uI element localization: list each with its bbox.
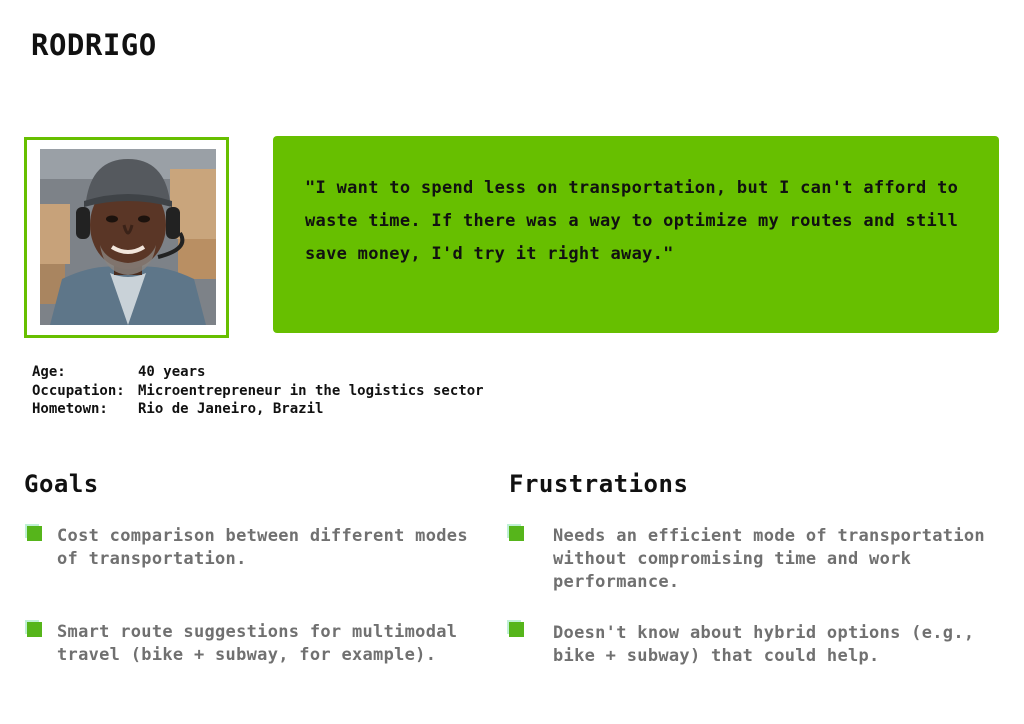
bullet-square-icon <box>24 525 42 543</box>
photo-frame <box>24 137 229 338</box>
quote-box <box>273 136 999 333</box>
age-value: 40 years <box>138 364 206 380</box>
goal-item <box>24 525 474 571</box>
persona-quote: "I want to spend less on transportation, but I can't afford to waste time. If there was a way to optimize my routes and still save money, I'd try it right away." <box>305 178 959 264</box>
goals-title: Goals <box>24 470 99 498</box>
bullet-square-icon <box>24 621 42 639</box>
occupation-label: Occupation: <box>32 382 125 399</box>
persona-photo <box>40 149 216 325</box>
goal-text: Cost comparison between different modes of transportation. <box>57 526 468 569</box>
frustration-text: Doesn't know about hybrid options (e.g., bike + subway) that could help. <box>553 623 975 666</box>
goal-item <box>24 621 474 667</box>
frustration-text: Needs an efficient mode of transportation without compromising time and work performance. <box>553 526 985 592</box>
info-row-occupation <box>32 382 484 401</box>
frustration-item <box>506 621 996 668</box>
age-label: Age: <box>32 364 66 380</box>
bullet-square-icon <box>506 525 524 543</box>
info-row-hometown <box>32 400 484 419</box>
persona-info <box>32 363 484 419</box>
occupation-value: Microentrepreneur in the logistics sector <box>138 382 484 399</box>
info-row-age <box>32 363 484 382</box>
bullet-square-icon <box>506 621 524 639</box>
goal-text: Smart route suggestions for multimodal travel (bike + subway, for example). <box>57 622 458 665</box>
persona-name: RODRIGO <box>31 28 157 62</box>
hometown-label: Hometown: <box>32 401 108 417</box>
frustration-item <box>506 525 996 594</box>
hometown-value: Rio de Janeiro, Brazil <box>138 401 324 417</box>
frustrations-title: Frustrations <box>509 470 689 498</box>
